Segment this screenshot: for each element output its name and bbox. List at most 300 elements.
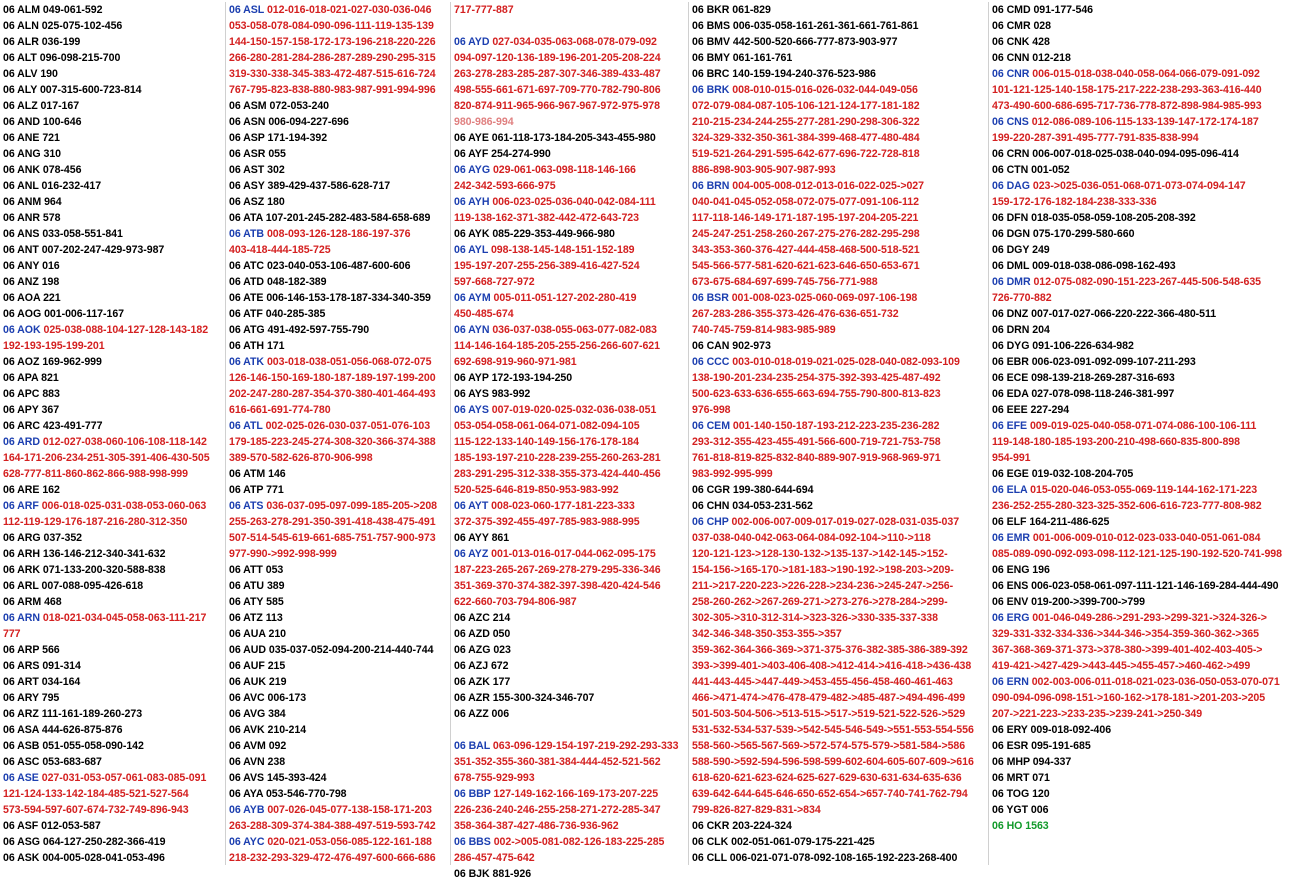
code-values: 090-094-096-098-151->160-162->178-181->201-203->205 <box>992 692 1266 704</box>
code-key: 06 AYK <box>454 228 490 240</box>
code-values: 018-021-034-045-058-063-111-217 <box>42 612 207 624</box>
code-key: 06 CEM <box>692 420 730 432</box>
column-3 <box>450 2 688 880</box>
code-entry <box>229 754 450 770</box>
code-values: 441-443-445->447-449->453-455-456-458-460-461-463 <box>692 676 953 688</box>
code-entry-continuation <box>692 770 988 786</box>
code-key: 06 ECE <box>992 372 1029 384</box>
code-entry <box>454 130 688 146</box>
code-key: 06 ANR <box>3 212 40 224</box>
code-entry-continuation <box>692 322 988 338</box>
code-entry <box>229 706 450 722</box>
code-key: 06 BBS <box>454 836 491 848</box>
code-key: 06 ALT <box>3 52 37 64</box>
code-key: 06 DRN <box>992 324 1030 336</box>
code-key: 06 AYS <box>454 404 489 416</box>
code-entry-continuation <box>454 354 688 370</box>
code-entry <box>229 610 450 626</box>
code-entry <box>992 178 1300 194</box>
code-values: 501-503-504-506->513-515->517->519-521-522-526->529 <box>692 708 966 720</box>
code-key: 06 AVS <box>229 772 265 784</box>
code-key: 06 AVN <box>229 756 265 768</box>
code-key: 06 AOK <box>3 324 41 336</box>
code-values: 007-017-027-066-220-222-366-480-511 <box>1031 308 1217 320</box>
code-entry-continuation <box>3 802 225 818</box>
code-entry <box>229 626 450 642</box>
code-key: 06 AYG <box>454 164 491 176</box>
code-entry-continuation <box>692 274 988 290</box>
code-entry <box>3 658 225 674</box>
code-entry <box>229 594 450 610</box>
code-values: 111-161-189-260-273 <box>41 708 143 720</box>
code-entry <box>3 322 225 338</box>
code-entry-continuation <box>692 210 988 226</box>
code-values: 976-998 <box>692 404 731 416</box>
code-entry <box>454 706 688 722</box>
code-entry <box>992 562 1300 578</box>
code-key: 06 AOG <box>3 308 42 320</box>
code-entry-continuation <box>454 818 688 834</box>
code-entry <box>3 178 225 194</box>
code-values: 009-019-025-040-058-071-074-086-100-106-111 <box>1029 420 1257 432</box>
code-key: 06 ESR <box>992 740 1029 752</box>
code-key: 06 ARM <box>3 596 42 608</box>
code-entry-continuation <box>692 706 988 722</box>
code-entry <box>992 338 1300 354</box>
code-key: 06 CNK <box>992 36 1030 48</box>
code-values: 006-015-018-038-040-058-064-066-079-091-092 <box>1032 68 1260 80</box>
code-entry <box>992 466 1300 482</box>
code-values: 286-457-475-642 <box>454 852 535 864</box>
code-values: 450-485-674 <box>454 308 514 320</box>
code-key: 06 ATM <box>229 468 266 480</box>
code-values: 009-018-092-406 <box>1030 724 1112 736</box>
code-values: 578 <box>42 212 61 224</box>
code-values: 519-521-264-291-595-642-677-696-722-728-818 <box>692 148 920 160</box>
code-values: 053-058-078-084-090-096-111-119-135-139 <box>229 20 434 32</box>
code-entry <box>3 418 225 434</box>
code-entry <box>3 194 225 210</box>
code-key: 06 ASZ <box>229 196 265 208</box>
code-key: 06 BMY <box>692 52 730 64</box>
code-entry <box>229 274 450 290</box>
code-key: 06 CNR <box>992 68 1030 80</box>
code-entry-continuation <box>229 434 450 450</box>
code-key: 06 AYB <box>229 804 265 816</box>
code-key: 06 ANG <box>3 148 41 160</box>
code-values: 597-668-727-972 <box>454 276 535 288</box>
code-values: 008-010-015-016-026-032-044-049-056 <box>732 84 918 96</box>
code-values: 384 <box>268 708 286 720</box>
code-values: 821 <box>41 372 59 384</box>
code-key: 06 APY <box>3 404 39 416</box>
code-entry-continuation <box>692 546 988 562</box>
code-values: 027-031-053-057-061-083-085-091 <box>41 772 207 784</box>
code-entry <box>454 226 688 242</box>
code-entry <box>992 50 1300 66</box>
code-entry-continuation <box>454 258 688 274</box>
code-key: 06 DYG <box>992 340 1030 352</box>
code-entry <box>992 2 1300 18</box>
code-entry-continuation <box>454 482 688 498</box>
code-entry-continuation <box>692 802 988 818</box>
code-values: 258-260-262->267-269-271->273-276->278-284->299- <box>692 596 948 608</box>
code-entry <box>3 50 225 66</box>
code-values: 293-312-355-423-455-491-566-600-719-721-753-758 <box>692 436 941 448</box>
code-values: 639-642-644-645-646-650-652-654->657-740-741-762-794 <box>692 788 968 800</box>
code-key: 06 ANY <box>3 260 40 272</box>
code-entry-continuation <box>692 578 988 594</box>
code-values: 146 <box>268 468 286 480</box>
code-key: 06 ATK <box>229 356 265 368</box>
code-key: 06 ATY <box>229 596 264 608</box>
code-entry <box>229 306 450 322</box>
code-values: 372-375-392-455-497-785-983-988-995 <box>454 516 640 528</box>
code-entry <box>3 82 225 98</box>
code-key: 06 CGR <box>692 484 730 496</box>
code-key: 06 ATH <box>229 340 265 352</box>
code-values: 267-283-286-355-373-426-476-636-651-732 <box>692 308 899 320</box>
code-entry-continuation <box>992 498 1300 514</box>
code-entry-continuation <box>692 530 988 546</box>
code-entry-continuation <box>692 722 988 738</box>
code-entry <box>454 866 688 882</box>
code-entry <box>992 242 1300 258</box>
code-entry <box>3 34 225 50</box>
code-entry <box>992 738 1300 754</box>
code-entry <box>229 210 450 226</box>
code-values: 091-177-546 <box>1033 4 1094 16</box>
code-values: 091-106-226-634-982 <box>1032 340 1134 352</box>
code-key: 06 ENV <box>992 596 1029 608</box>
code-entry <box>692 850 988 866</box>
code-values: 136-146-212-340-341-632 <box>42 548 166 560</box>
code-entry <box>3 562 225 578</box>
code-values: 324-329-332-350-361-384-399-468-477-480-484 <box>692 132 920 144</box>
code-key: 06 DAG <box>992 180 1030 192</box>
code-values: 034-164 <box>41 676 81 688</box>
code-values: 092 <box>268 740 287 752</box>
code-entry-continuation <box>454 594 688 610</box>
code-key: 06 ATG <box>229 324 265 336</box>
code-key: 06 ALR <box>3 36 39 48</box>
code-values: 210-214 <box>267 724 307 736</box>
code-key: 06 DMR <box>992 276 1031 288</box>
code-values: 507-514-545-619-661-685-751-757-900-973 <box>229 532 436 544</box>
code-key: 06 ATE <box>229 292 264 304</box>
code-values: 169-962-999 <box>42 356 102 368</box>
code-key: 06 ARS <box>3 660 40 672</box>
code-entry-continuation <box>229 402 450 418</box>
code-values: 263-288-309-374-384-388-497-519-593-742 <box>229 820 436 832</box>
code-key: 06 ALN <box>3 20 39 32</box>
code-values: 214 <box>492 612 511 624</box>
code-entry <box>692 818 988 834</box>
code-values: 053-054-058-061-064-071-082-094-105 <box>454 420 640 432</box>
code-key: 06 BMS <box>692 20 730 32</box>
code-key: 06 AVC <box>229 692 265 704</box>
code-values: 025-038-088-104-127-128-143-182 <box>43 324 209 336</box>
code-key: 06 CNS <box>992 116 1029 128</box>
code-entry-continuation <box>454 98 688 114</box>
code-entry <box>692 50 988 66</box>
code-key: 06 EEE <box>992 404 1028 416</box>
code-values: 500-623-633-636-655-663-694-755-790-800-813-823 <box>692 388 941 400</box>
code-key: 06 ALY <box>3 84 38 96</box>
code-key: 06 ATP <box>229 484 264 496</box>
code-entry <box>454 322 688 338</box>
code-entry <box>992 162 1300 178</box>
code-key: 06 CHP <box>692 516 729 528</box>
code-values: 266-280-281-284-286-287-289-290-295-315 <box>229 52 436 64</box>
column-1 <box>0 2 225 865</box>
code-entry <box>229 562 450 578</box>
code-values: 029-061-063-098-118-146-166 <box>492 164 636 176</box>
code-entry <box>3 530 225 546</box>
code-entry-continuation <box>229 82 450 98</box>
code-values: 061-161-761 <box>732 52 793 64</box>
code-values: 310 <box>43 148 62 160</box>
code-values: 983-992 <box>491 388 531 400</box>
code-key: 06 ARY <box>3 692 39 704</box>
code-values: 036-037-095-097-099-185-205->208 <box>266 500 438 512</box>
code-entry-continuation <box>692 306 988 322</box>
code-key: 06 ATS <box>229 500 264 512</box>
code-key: 06 ASF <box>3 820 39 832</box>
code-entry <box>992 514 1300 530</box>
code-values: 006-007-018-025-038-040-094-095-096-414 <box>1032 148 1239 160</box>
code-values: 585 <box>266 596 284 608</box>
code-values: 140-159-194-240-376-523-986 <box>732 68 876 80</box>
code-values: 428 <box>1032 36 1050 48</box>
code-entry <box>454 290 688 306</box>
code-values: 100-646 <box>42 116 82 128</box>
code-entry <box>3 274 225 290</box>
code-entry-continuation <box>992 626 1300 642</box>
code-entry <box>3 738 225 754</box>
code-entry-continuation <box>692 162 988 178</box>
code-key: 06 CMR <box>992 20 1031 32</box>
code-entry <box>229 162 450 178</box>
code-key: 06 AYC <box>229 836 265 848</box>
code-values: 367 <box>41 404 60 416</box>
code-entry-continuation <box>692 434 988 450</box>
code-values: 078-456 <box>42 164 82 176</box>
code-values: 171 <box>266 340 285 352</box>
code-values: 219 <box>268 676 287 688</box>
code-entry-continuation <box>992 658 1300 674</box>
code-entry-continuation <box>692 658 988 674</box>
code-values: 023-040-053-106-487-600-606 <box>266 260 411 272</box>
code-key: 06 ATF <box>229 308 263 320</box>
code-key: 06 ANS <box>3 228 40 240</box>
code-key: 06 CLK <box>692 836 729 848</box>
code-entry <box>3 210 225 226</box>
code-key: 06 ARD <box>3 436 40 448</box>
code-values: 351-369-370-374-382-397-398-420-424-546 <box>454 580 661 592</box>
code-key: 06 DML <box>992 260 1030 272</box>
code-entry <box>454 834 688 850</box>
code-entry <box>3 386 225 402</box>
code-key: 06 DNZ <box>992 308 1029 320</box>
code-values: 199-220-287-391-495-777-791-835-838-994 <box>992 132 1199 144</box>
code-values: 001-006-009-010-012-023-033-040-051-061-084 <box>1032 532 1261 544</box>
code-values: 035-037-052-094-200-214-440-744 <box>268 644 434 656</box>
code-entry <box>3 290 225 306</box>
code-values: 006-173 <box>267 692 307 704</box>
code-values: 006-094-227-696 <box>268 116 349 128</box>
code-entry-continuation <box>692 386 988 402</box>
code-values: 009-018-038-086-098-162-493 <box>1032 260 1176 272</box>
code-entry <box>3 578 225 594</box>
code-values: 145-393-424 <box>266 772 327 784</box>
column-5 <box>988 2 1300 865</box>
code-values: 180 <box>267 196 285 208</box>
code-entry <box>229 178 450 194</box>
code-entry <box>229 130 450 146</box>
code-values: 302-305->310-312-314->323-326->330-335-337-338 <box>692 612 938 624</box>
code-values: 473-490-600-686-695-717-736-778-872-898-984-985-993 <box>992 100 1262 112</box>
code-values: 012-075-082-090-151-223-267-445-506-548-635 <box>1033 276 1262 288</box>
code-key: 06 ARH <box>3 548 40 560</box>
code-entry-continuation <box>3 450 225 466</box>
code-entry-continuation <box>454 450 688 466</box>
code-values: 351-352-355-360-381-384-444-452-521-562 <box>454 756 661 768</box>
code-entry <box>3 98 225 114</box>
code-values: 618-620-621-623-624-625-627-629-630-631-634-635-636 <box>692 772 962 784</box>
code-values: 001-052 <box>1031 164 1070 176</box>
code-entry-continuation <box>692 786 988 802</box>
code-entry-continuation <box>3 786 225 802</box>
code-values: 004-005-008-012-013-016-022-025->027 <box>732 180 924 192</box>
code-entry-continuation <box>3 338 225 354</box>
code-key: 06 ASL <box>229 4 265 16</box>
code-values: 883 <box>42 388 60 400</box>
code-key: 06 AUF <box>229 660 265 672</box>
code-key: 06 ASP <box>229 132 265 144</box>
code-values: 588-590->592-594-596-598-599-602-604-605-607-609->616 <box>692 756 974 768</box>
code-key: 06 BRN <box>692 180 730 192</box>
code-key: 06 AVM <box>229 740 266 752</box>
code-values: 127-149-162-166-169-173-207-225 <box>493 788 659 800</box>
code-entry <box>3 354 225 370</box>
code-values: 672 <box>490 660 509 672</box>
code-values: 006-023-058-061-097-111-121-146-169-284-444-490 <box>1031 580 1279 592</box>
code-entry-continuation <box>454 210 688 226</box>
code-entry-continuation <box>692 594 988 610</box>
code-values: 006-146-153-178-187-334-340-359 <box>266 292 431 304</box>
code-key: 06 AYS <box>454 388 489 400</box>
code-key: 06 TOG <box>992 788 1030 800</box>
code-values: 091-314 <box>42 660 81 672</box>
code-entry-continuation <box>454 802 688 818</box>
code-entry <box>3 2 225 18</box>
code-entry <box>229 498 450 514</box>
code-values: 249 <box>1032 244 1050 256</box>
code-values: 717-777-887 <box>454 4 514 16</box>
code-values: 008-023-060-177-181-223-333 <box>491 500 635 512</box>
code-entry <box>992 226 1300 242</box>
code-values: 520-525-646-819-850-953-983-992 <box>454 484 619 496</box>
code-values: 319-330-338-345-383-472-487-515-616-724 <box>229 68 436 80</box>
code-entry-continuation <box>454 306 688 322</box>
code-key: 06 ARK <box>3 564 40 576</box>
code-entry-continuation <box>454 578 688 594</box>
code-entry-continuation <box>454 274 688 290</box>
code-entry <box>454 370 688 386</box>
code-entry <box>454 546 688 562</box>
code-values: 004-005-028-041-053-496 <box>42 852 165 864</box>
code-entry-continuation <box>454 178 688 194</box>
code-values: 019-200->399-700->799 <box>1031 596 1145 608</box>
code-entry <box>992 146 1300 162</box>
code-entry <box>992 66 1300 82</box>
code-values: 886-898-903-905-907-987-993 <box>692 164 836 176</box>
code-values: 050 <box>492 628 511 640</box>
code-entry <box>229 258 450 274</box>
code-entry <box>229 482 450 498</box>
code-values: 185-193-197-210-228-239-255-260-263-281 <box>454 452 661 464</box>
code-values: 692-698-919-960-971-981 <box>454 356 577 368</box>
code-entry <box>229 194 450 210</box>
code-entry-continuation <box>454 434 688 450</box>
code-key: 06 CRN <box>992 148 1030 160</box>
code-values: 119-148-180-185-193-200-210-498-660-835-800-898 <box>992 436 1240 448</box>
code-key: 06 AVG <box>229 708 266 720</box>
code-entry <box>454 162 688 178</box>
code-entry <box>229 2 450 18</box>
code-values: 040-285-385 <box>265 308 326 320</box>
code-entry <box>454 610 688 626</box>
code-values: 673-675-684-697-699-745-756-771-988 <box>692 276 878 288</box>
code-values: 002->005-081-082-126-183-225-285 <box>493 836 665 848</box>
code-key: 06 ARC <box>3 420 40 432</box>
code-key: 06 AZG <box>454 644 491 656</box>
code-entry <box>229 290 450 306</box>
code-values: 198 <box>41 276 60 288</box>
code-values: 389-429-437-586-628-717 <box>267 180 391 192</box>
code-values: 033-058-551-841 <box>42 228 123 240</box>
code-key: 06 ALV <box>3 68 38 80</box>
code-entry-continuation <box>229 66 450 82</box>
code-values: 726-770-882 <box>992 292 1052 304</box>
code-values: 012-218 <box>1032 52 1071 64</box>
code-entry <box>454 674 688 690</box>
code-values: 072-079-084-087-105-106-121-124-177-181-182 <box>692 100 920 112</box>
code-entry <box>229 802 450 818</box>
code-values: 001-006-117-167 <box>44 308 125 320</box>
code-entry <box>229 418 450 434</box>
code-key: 06 AZC <box>454 612 490 624</box>
code-entry <box>454 498 688 514</box>
code-entry-continuation <box>692 674 988 690</box>
code-values: 025-075-102-456 <box>41 20 123 32</box>
code-values: 983-992-995-999 <box>692 468 773 480</box>
code-key: 06 ARE <box>3 484 40 496</box>
code-key: 06 ASA <box>3 724 40 736</box>
code-entry-continuation <box>692 242 988 258</box>
code-values: 085-229-353-449-966-980 <box>492 228 615 240</box>
code-values: 221 <box>43 292 61 304</box>
code-entry <box>454 386 688 402</box>
code-values: 343-353-360-376-427-444-458-468-500-518-521 <box>692 244 920 256</box>
code-entry-continuation <box>229 50 450 66</box>
code-entry-continuation <box>692 258 988 274</box>
code-entry <box>692 2 988 18</box>
code-entry-continuation <box>3 626 225 642</box>
code-entry-continuation <box>454 18 688 34</box>
code-entry <box>229 738 450 754</box>
